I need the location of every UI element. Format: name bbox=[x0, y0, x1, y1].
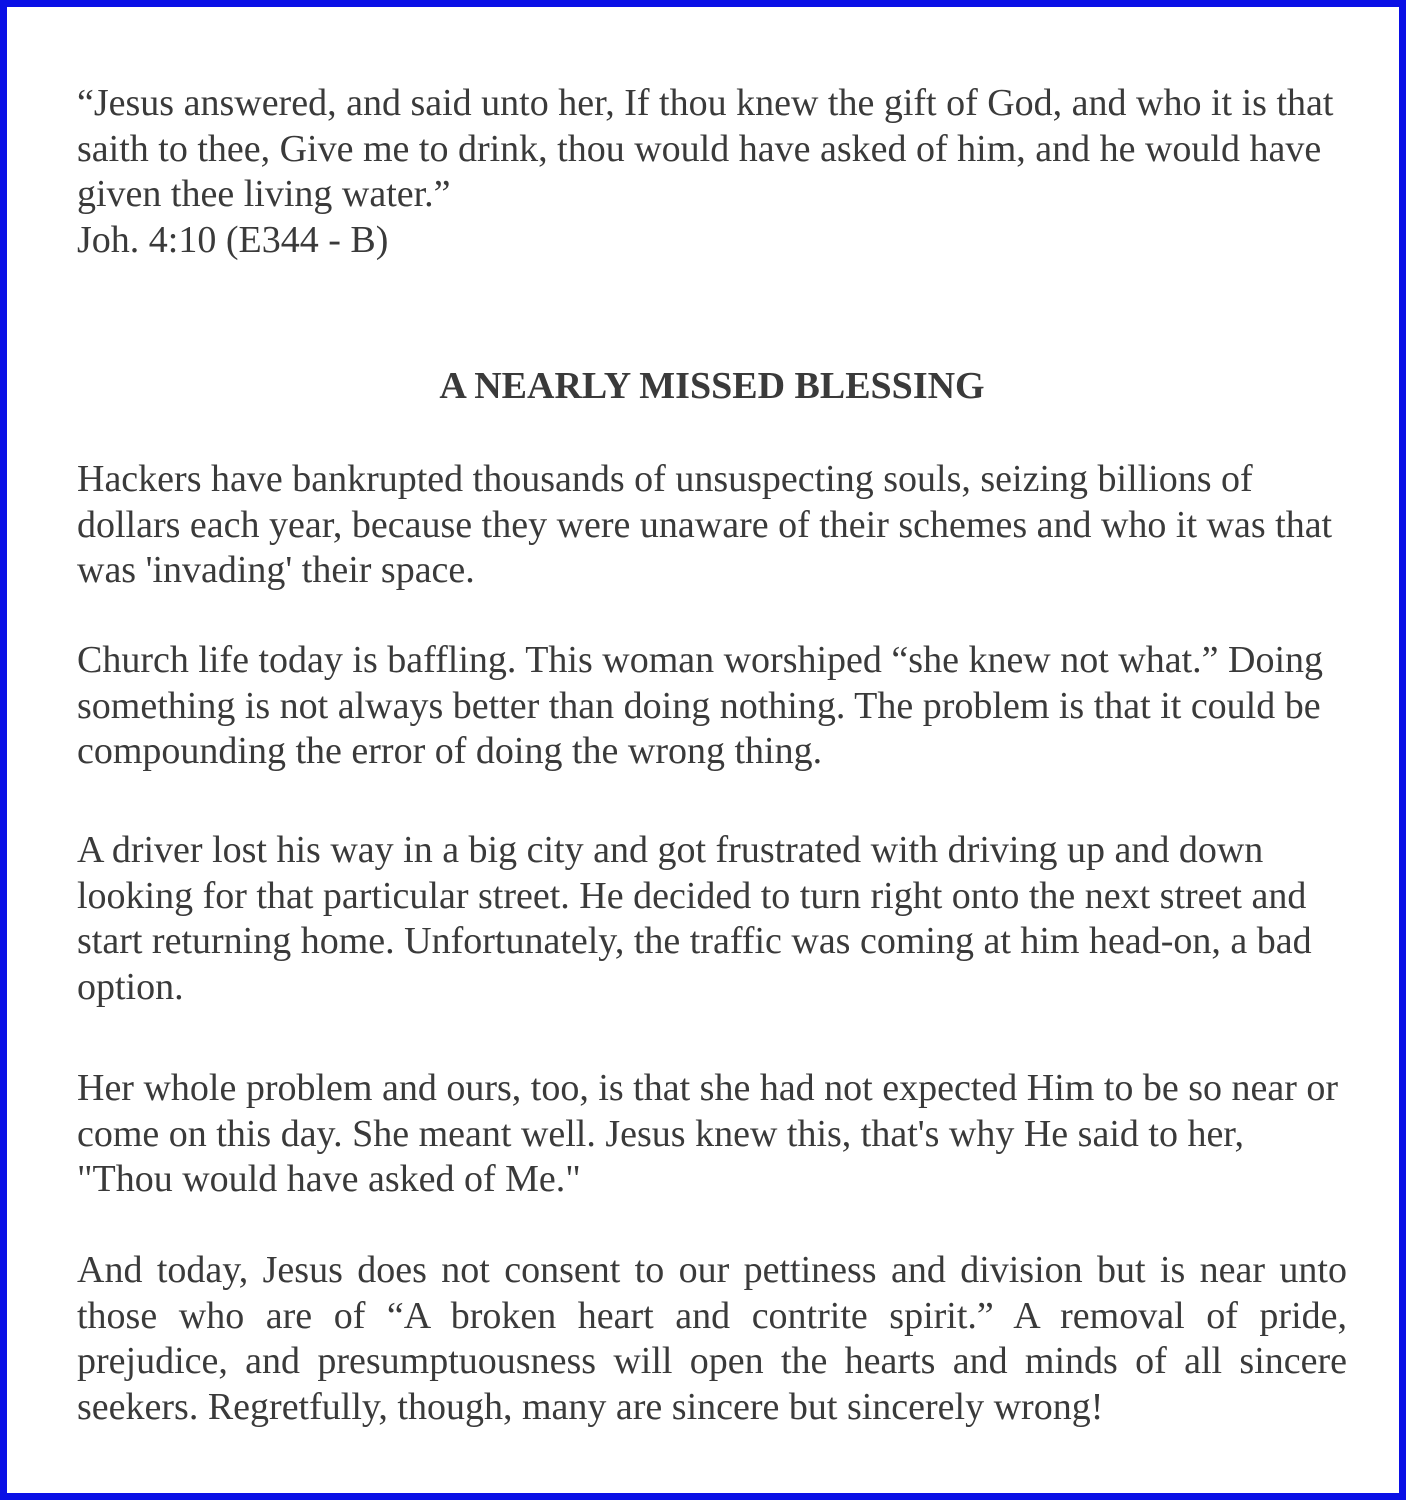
scripture-reference: Joh. 4:10 (E344 - B) bbox=[77, 218, 389, 261]
article-paragraph-3: A driver lost his way in a big city and got frustrated with driving up and down looking for that particular street. He decided to turn right onto the next street and start returning home. Unfortunately, the traffic was coming at him head-on, a bad option. bbox=[77, 829, 1312, 1008]
article-title: A NEARLY MISSED BLESSING bbox=[439, 365, 985, 407]
article-paragraph-4: Her whole problem and ours, too, is that she had not expected Him to be so near or come on this day. She meant well. Jesus knew this, that's why He said to her, "Thou would have asked of Me." bbox=[77, 1067, 1339, 1200]
article-paragraph-5: And today, Jesus does not consent to our pettiness and division but is near unto those who are of “A broken heart and contrite spirit.” A removal of pride, prejudice, and presumptuousness will open the hearts and minds of all sincere seekers. Regretfully, though, many are sincere but sincerely wrong! bbox=[77, 1249, 1347, 1428]
document-content bbox=[77, 81, 1347, 1428]
article-paragraph-2: Church life today is baffling. This woman worshiped “she knew not what.” Doing something is not always better than doing nothing. The problem is that it could be compounding the error of doing the wrong thing. bbox=[77, 639, 1324, 772]
article-paragraph-1: Hackers have bankrupted thousands of unsuspecting souls, seizing billions of dollars each year, because they were unaware of their schemes and who it was that was 'invading' their space. bbox=[77, 458, 1333, 591]
scripture-quote: “Jesus answered, and said unto her, If thou knew the gift of God, and who it is that saith to thee, Give me to drink, thou would have asked of him, and he would have given thee living water.” bbox=[77, 82, 1334, 215]
